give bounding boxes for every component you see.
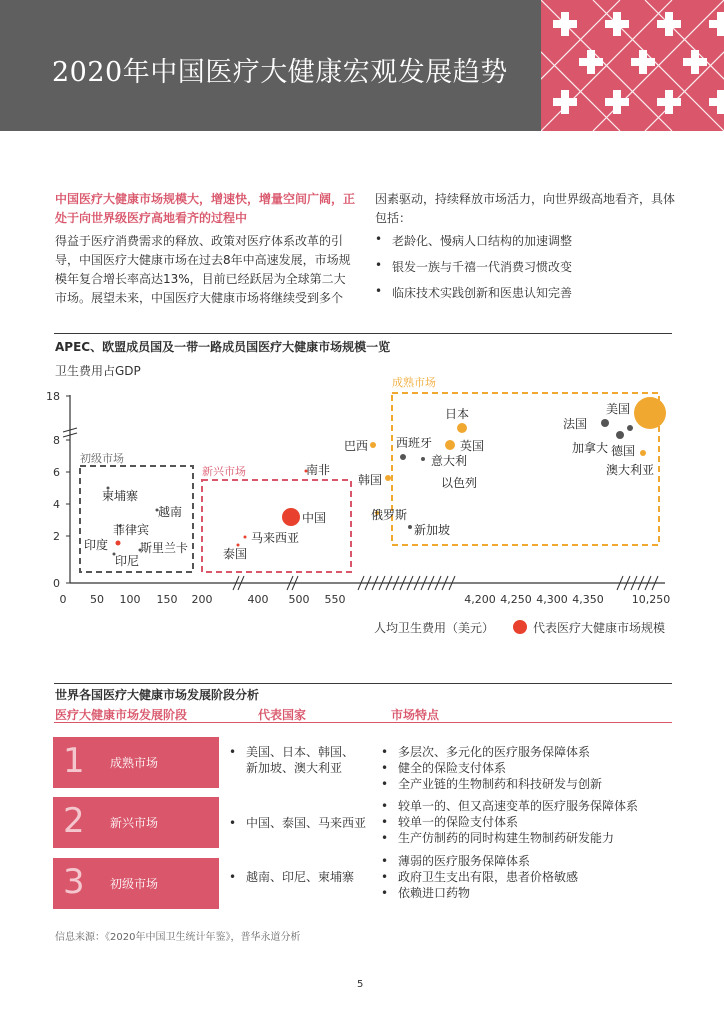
list-item: • 多层次、多元化的医疗服务保障体系 [381, 744, 681, 760]
data-point [400, 454, 406, 460]
data-point-label: 马来西亚 [251, 531, 300, 545]
data-point [116, 541, 121, 546]
country-list [229, 815, 379, 831]
page-title: 2020年中国医疗大健康宏观发展趋势 [52, 57, 508, 88]
data-point [385, 475, 391, 481]
data-point [616, 431, 624, 439]
x-tick-label: 4,250 [500, 593, 532, 606]
table-header-countries: 代表国家 [258, 708, 307, 722]
list-item: • 老龄化、慢病人口结构的加速调整 [375, 232, 675, 258]
source-note: 信息来源：《2020年中国卫生统计年鉴》，普华永道分析 [55, 932, 301, 943]
data-point-label: 英国 [460, 439, 485, 453]
table-section-title: 世界各国医疗大健康市场发展阶段分析 [55, 688, 260, 702]
list-item: • 美国、日本、韩国、新加坡、澳大利亚 [229, 744, 364, 776]
mature-market-label: 成熟市场 [392, 376, 436, 389]
stage-number: 1 [63, 741, 85, 781]
x-tick-label: 4,350 [572, 593, 604, 606]
data-point [601, 419, 609, 427]
y-tick-label: 4 [53, 498, 60, 511]
y-tick-label: 2 [53, 530, 60, 543]
data-point-label: 斯里兰卡 [140, 541, 189, 555]
feature-list [381, 798, 681, 846]
list-item: • 生产仿制药的同时构建生物制药研发能力 [381, 830, 681, 846]
data-point [244, 536, 247, 539]
list-item: • 银发一族与千禧一代消费习惯改变 [375, 258, 675, 284]
y-tick-label: 8 [53, 434, 60, 447]
data-point-label: 印度 [84, 538, 109, 552]
data-point [627, 425, 633, 431]
cross-pattern-decoration [541, 0, 724, 131]
emerging-market-label: 新兴市场 [202, 465, 246, 478]
scatter-chart [0, 360, 724, 660]
data-point-label: 泰国 [223, 547, 248, 561]
feature-list [381, 853, 681, 901]
data-point-label: 以色列 [441, 476, 478, 490]
feature-list [381, 744, 681, 792]
y-axis-label: 卫生费用占GDP [55, 364, 141, 378]
x-tick-label: 200 [191, 593, 213, 606]
x-tick-label: 150 [156, 593, 178, 606]
y-tick-label: 6 [53, 466, 60, 479]
list-item: • 全产业链的生物制药和科技研发与创新 [381, 776, 681, 792]
data-point-label: 韩国 [358, 473, 383, 487]
y-tick-label: 0 [53, 577, 60, 590]
list-item: • 依赖进口药物 [381, 885, 681, 901]
list-item: • 临床技术实践创新和医患认知完善 [375, 284, 675, 310]
list-item: • 政府卫生支出有限，患者价格敏感 [381, 869, 681, 885]
list-item: • 较单一的保险支付体系 [381, 814, 681, 830]
legend-marker [513, 620, 527, 634]
list-item: • 薄弱的医疗服务保障体系 [381, 853, 681, 869]
country-list [229, 869, 379, 885]
stage-number: 2 [63, 801, 85, 841]
data-point-label: 加拿大 [572, 441, 609, 455]
data-point [370, 442, 376, 448]
y-tick-label: 18 [46, 390, 60, 403]
data-point-label: 印尼 [115, 554, 140, 568]
x-tick-label: 400 [247, 593, 269, 606]
data-point-label: 俄罗斯 [371, 508, 408, 522]
data-point-label: 法国 [563, 417, 588, 431]
data-point-label: 德国 [611, 444, 636, 458]
intro-continued: 因素驱动，持续释放市场活力，向世界级高地看齐，具体包括： [375, 192, 676, 225]
intro-body: 得益于医疗消费需求的释放、政策对医疗体系改革的引导，中国医疗大健康市场在过去8年中高速发展，市场规模年复合增长率高达13%，目前已经跃居为全球第二大市场。展望未来，中国医疗大健康市场将继续受到多个 [55, 234, 351, 305]
stage-name: 成熟市场 [110, 756, 159, 770]
x-tick-label: 10,250 [631, 593, 671, 606]
table-header-rule [54, 722, 672, 723]
section-divider [54, 683, 672, 684]
data-point [445, 440, 455, 450]
intro-headline: 中国医疗大健康市场规模大，增速快，增量空间广阔，正处于向世界级医疗高地看齐的过程中 [55, 192, 356, 225]
x-tick-label: 4,300 [536, 593, 568, 606]
data-point-label: 柬埔寨 [102, 489, 139, 503]
x-tick-label: 550 [324, 593, 346, 606]
data-point-label: 中国 [302, 511, 327, 525]
data-point [634, 397, 666, 429]
data-point-label: 日本 [445, 407, 470, 421]
data-point [457, 423, 467, 433]
driver-list [375, 232, 675, 310]
data-point-label: 新加坡 [414, 523, 451, 537]
x-tick-label: 100 [119, 593, 141, 606]
list-item: • 较单一的、但又高速变革的医疗服务保障体系 [381, 798, 681, 814]
data-point [282, 508, 300, 526]
stage-box-primary [53, 858, 219, 909]
country-list [229, 744, 364, 776]
data-point-label: 南非 [306, 463, 331, 477]
x-tick-label: 0 [59, 593, 67, 606]
chart-section-title: APEC、欧盟成员国及一带一路成员国医疗大健康市场规模一览 [55, 340, 391, 354]
x-tick-label: 500 [288, 593, 310, 606]
x-axis-label: 人均卫生费用（美元） [374, 621, 495, 635]
data-point-label: 意大利 [431, 454, 468, 468]
data-point [421, 457, 425, 461]
stage-box-emerging [53, 797, 219, 848]
list-item: • 健全的保险支付体系 [381, 760, 681, 776]
cross-pattern-icon [541, 0, 724, 131]
primary-market-label: 初级市场 [80, 452, 124, 465]
legend-label: 代表医疗大健康市场规模 [533, 621, 666, 635]
data-point [408, 525, 412, 529]
stage-name: 新兴市场 [110, 816, 159, 830]
data-point-label: 美国 [606, 402, 631, 416]
stage-number: 3 [63, 862, 85, 902]
page-number: 5 [357, 979, 364, 990]
data-point-label: 澳大利亚 [606, 463, 655, 477]
data-point-label: 越南 [158, 505, 183, 519]
x-tick-label: 4,200 [464, 593, 496, 606]
x-tick-label: 50 [90, 593, 104, 606]
table-header-features: 市场特点 [391, 708, 440, 722]
data-point-label: 巴西 [344, 439, 369, 453]
list-item: • 越南、印尼、柬埔寨 [229, 869, 379, 885]
data-point [640, 450, 646, 456]
table-header-stage: 医疗大健康市场发展阶段 [55, 708, 188, 722]
data-point-label: 西班牙 [396, 436, 433, 450]
data-point-label: 菲律宾 [113, 523, 150, 537]
list-item: • 中国、泰国、马来西亚 [229, 815, 379, 831]
stage-name: 初级市场 [110, 877, 159, 891]
section-divider [54, 333, 672, 334]
stage-box-mature [53, 737, 219, 788]
